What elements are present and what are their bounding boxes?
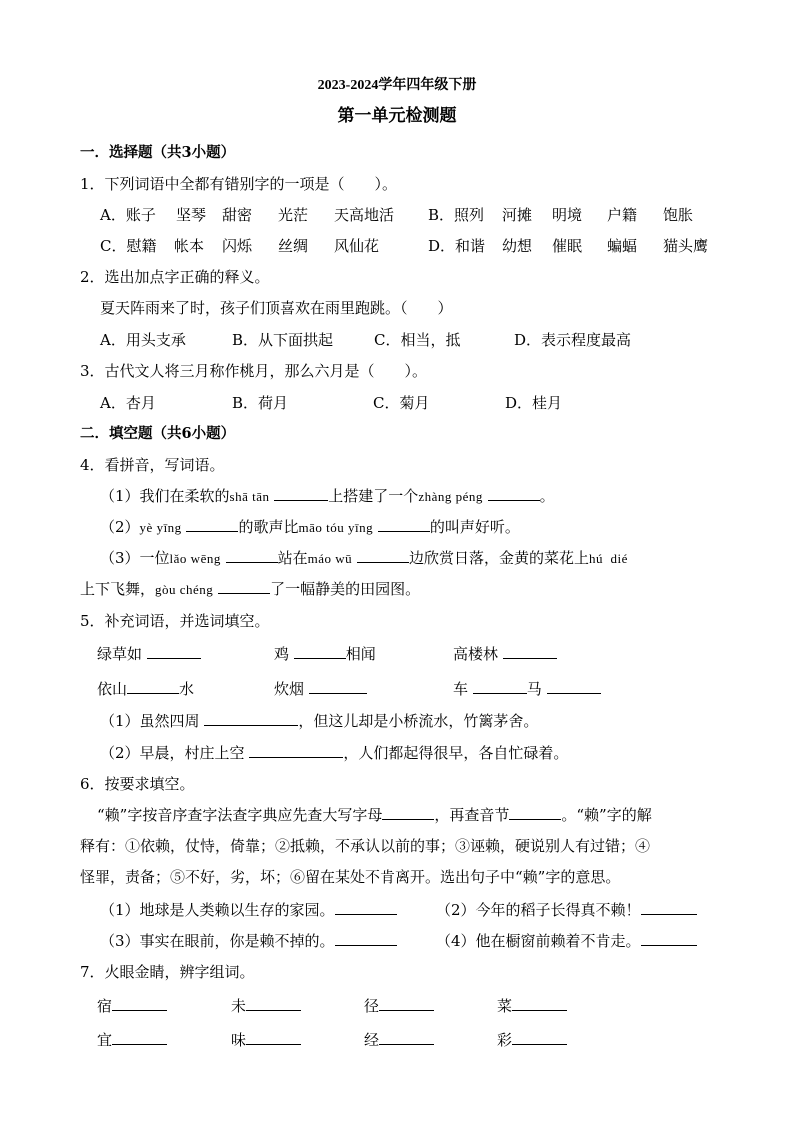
q5-word-1 — [97, 644, 201, 664]
word-suffix: 马 — [526, 680, 542, 698]
sentence-text: （1）虽然四周 — [100, 712, 200, 730]
answer-blank[interactable] — [335, 931, 397, 946]
pinyin: lǎo wēng — [169, 551, 221, 566]
item-text: （1）地球是人类赖以生存的家园。 — [100, 901, 335, 919]
q6-paragraph-1 — [97, 805, 652, 825]
word-prefix: 炊烟 — [274, 680, 305, 698]
sentence-text: ，人们都起得很早，各自忙碌着。 — [343, 744, 569, 762]
q5-sentence-2 — [100, 743, 568, 763]
q4-line-3 — [100, 548, 628, 569]
q5-stem: 5．补充词语，并选词填空。 — [80, 612, 270, 630]
q3-stem: 3．古代文人将三月称作桃月，那么六月是（ ）。 — [80, 362, 428, 380]
word-prefix: 依山 — [97, 680, 128, 698]
char-label: 彩 — [497, 1031, 513, 1049]
q4-text: 站在 — [277, 549, 308, 567]
char-label: 宜 — [97, 1031, 113, 1049]
q1-c-word: 帐本 — [174, 237, 205, 255]
q6-item-2 — [436, 900, 697, 920]
word-prefix: 车 — [453, 680, 469, 698]
q1-b-word: 饱胀 — [663, 206, 694, 224]
q1-a-word: 甜密 — [222, 206, 253, 224]
answer-blank[interactable] — [112, 1030, 167, 1045]
q4-text: （1）我们在柔软的 — [100, 487, 230, 505]
pinyin: gòu chéng — [155, 582, 214, 597]
answer-blank[interactable] — [512, 1030, 567, 1045]
q7-char — [231, 996, 301, 1016]
answer-blank[interactable] — [147, 644, 201, 659]
q1-c-word: 丝绸 — [278, 237, 309, 255]
q5-word-3 — [453, 644, 557, 664]
q2-sentence: 夏天阵雨来了时，孩子们顶喜欢在雨里跑跳。（ ） — [100, 299, 453, 317]
q4-stem: 4．看拼音，写词语。 — [80, 456, 225, 474]
q4-text: （2） — [100, 518, 140, 536]
answer-blank[interactable] — [294, 644, 346, 659]
q4-line-1 — [100, 486, 555, 507]
q1-b-word: B．照列 — [428, 206, 485, 224]
word-prefix: 高楼林 — [453, 645, 499, 663]
answer-blank[interactable] — [112, 996, 167, 1011]
section2-heading: 二．填空题（共6小题） — [80, 425, 236, 442]
word-prefix: 绿草如 — [97, 645, 143, 663]
answer-blank[interactable] — [641, 900, 697, 915]
answer-blank[interactable] — [382, 805, 434, 820]
answer-blank[interactable] — [379, 996, 434, 1011]
answer-blank[interactable] — [335, 900, 397, 915]
q2-option-d: D．表示程度最高 — [514, 331, 632, 349]
q1-a-word: A．账子 — [100, 206, 156, 224]
q7-char — [364, 1030, 434, 1050]
answer-blank[interactable] — [488, 486, 540, 501]
answer-blank[interactable] — [204, 711, 298, 726]
q6-paragraph-2: 释有：①依赖，仗恃，倚靠；②抵赖，不承认以前的事；③诬赖，硬说别人有过错；④ — [80, 837, 651, 855]
q7-char — [97, 1030, 167, 1050]
q4-text: 。 — [539, 487, 555, 505]
q5-word-4 — [97, 679, 194, 699]
answer-blank[interactable] — [246, 996, 301, 1011]
q1-a-word: 光茫 — [278, 206, 309, 224]
answer-blank[interactable] — [218, 579, 270, 594]
q3-option-d: D．桂月 — [505, 394, 563, 412]
word-suffix: 相闻 — [345, 645, 376, 663]
word-suffix: 水 — [179, 680, 195, 698]
paragraph-text: “赖”字按音序查字法查字典应先查大写字母 — [97, 806, 383, 824]
q6-item-4 — [436, 931, 697, 951]
q4-text: 的歌声比 — [238, 518, 299, 536]
sentence-text: （2）早晨，村庄上空 — [100, 744, 245, 762]
document-title: 2023-2024学年四年级下册 — [317, 78, 477, 93]
answer-blank[interactable] — [473, 679, 527, 694]
word-prefix: 鸡 — [274, 645, 290, 663]
answer-blank[interactable] — [226, 548, 278, 563]
answer-blank[interactable] — [246, 1030, 301, 1045]
paragraph-text: 。“赖”字的解 — [561, 806, 652, 824]
q1-stem: 1．下列词语中全都有错别字的一项是（ ）。 — [80, 175, 398, 193]
q4-text: 上搭建了一个 — [328, 487, 419, 505]
char-label: 未 — [231, 997, 247, 1015]
q1-b-word: 河摊 — [502, 206, 533, 224]
q1-c-word: 闪烁 — [222, 237, 253, 255]
q7-stem: 7．火眼金睛，辨字组词。 — [80, 963, 255, 981]
q4-text: 边欣赏日落，金黄的菜花上 — [408, 549, 589, 567]
answer-blank[interactable] — [512, 996, 567, 1011]
q1-c-word: C．慰籍 — [100, 237, 157, 255]
char-label: 宿 — [97, 997, 113, 1015]
q5-word-6 — [453, 679, 601, 699]
item-text: （3）事实在眼前，你是赖不掉的。 — [100, 932, 335, 950]
q2-option-c: C．相当，抵 — [374, 331, 461, 349]
pinyin: hú dié — [588, 551, 628, 566]
char-label: 味 — [231, 1031, 247, 1049]
char-label: 径 — [364, 997, 380, 1015]
answer-blank[interactable] — [127, 679, 179, 694]
q1-c-word: 风仙花 — [334, 237, 380, 255]
q4-text: 上下飞舞， — [80, 580, 156, 598]
q5-sentence-1 — [100, 711, 538, 731]
sentence-text: ，但这儿却是小桥流水，竹篱茅舍。 — [298, 712, 539, 730]
pinyin: yè yīng — [139, 520, 182, 535]
q1-d-word: 幼想 — [502, 237, 533, 255]
pinyin: māo tóu yīng — [298, 520, 374, 535]
q6-stem: 6．按要求填空。 — [80, 775, 195, 793]
answer-blank[interactable] — [186, 517, 238, 532]
q6-item-1 — [100, 900, 397, 920]
q2-option-a: A．用头支承 — [100, 331, 186, 349]
q3-option-b: B．荷月 — [232, 394, 289, 412]
q4-text: 了一幅静美的田园图。 — [270, 580, 421, 598]
answer-blank[interactable] — [547, 679, 601, 694]
q7-char — [97, 996, 167, 1016]
q4-line-2 — [100, 517, 520, 538]
char-label: 经 — [364, 1031, 380, 1049]
pinyin: zhàng péng — [418, 489, 483, 504]
q1-b-word: 户籍 — [607, 206, 638, 224]
answer-blank[interactable] — [641, 931, 697, 946]
answer-blank[interactable] — [274, 486, 328, 501]
answer-blank[interactable] — [509, 805, 561, 820]
q7-char — [497, 1030, 567, 1050]
q5-word-2 — [274, 644, 376, 664]
answer-blank[interactable] — [379, 1030, 434, 1045]
pinyin: máo wū — [307, 551, 353, 566]
answer-blank[interactable] — [503, 644, 557, 659]
q2-stem: 2．选出加点字正确的释义。 — [80, 268, 270, 286]
q7-char — [364, 996, 434, 1016]
q6-item-3 — [100, 931, 397, 951]
answer-blank[interactable] — [357, 548, 409, 563]
q1-d-word: 猫头鹰 — [663, 237, 709, 255]
char-label: 菜 — [497, 997, 513, 1015]
q1-b-word: 明境 — [552, 206, 583, 224]
q1-d-word: 蝙蝠 — [607, 237, 638, 255]
q1-d-word: 催眠 — [552, 237, 583, 255]
q4-line-4 — [80, 579, 420, 600]
answer-blank[interactable] — [309, 679, 367, 694]
section1-heading: 一．选择题（共3小题） — [80, 144, 236, 161]
paragraph-text: ，再查音节 — [434, 806, 510, 824]
q1-a-word: 坚琴 — [176, 206, 207, 224]
answer-blank[interactable] — [249, 743, 343, 758]
item-text: （4）他在橱窗前赖着不肯走。 — [436, 932, 641, 950]
q4-text: 的叫声好听。 — [429, 518, 520, 536]
q1-a-word: 天高地活 — [334, 206, 395, 224]
q7-char — [497, 996, 567, 1016]
q1-d-word: D．和谐 — [428, 237, 486, 255]
q2-option-b: B．从下面拱起 — [232, 331, 334, 349]
q5-word-5 — [274, 679, 367, 699]
q3-option-c: C．菊月 — [373, 394, 430, 412]
document-subtitle: 第一单元检测题 — [337, 106, 457, 126]
q4-text: （3）一位 — [100, 549, 170, 567]
q7-char — [231, 1030, 301, 1050]
pinyin: shā tān — [229, 489, 270, 504]
answer-blank[interactable] — [378, 517, 430, 532]
q6-paragraph-3: 怪罪，责备；⑤不好，劣，坏；⑥留在某处不肯离开。选出句子中“赖”字的意思。 — [80, 868, 621, 886]
q3-option-a: A．杏月 — [100, 394, 156, 412]
item-text: （2）今年的稻子长得真不赖！ — [436, 901, 641, 919]
